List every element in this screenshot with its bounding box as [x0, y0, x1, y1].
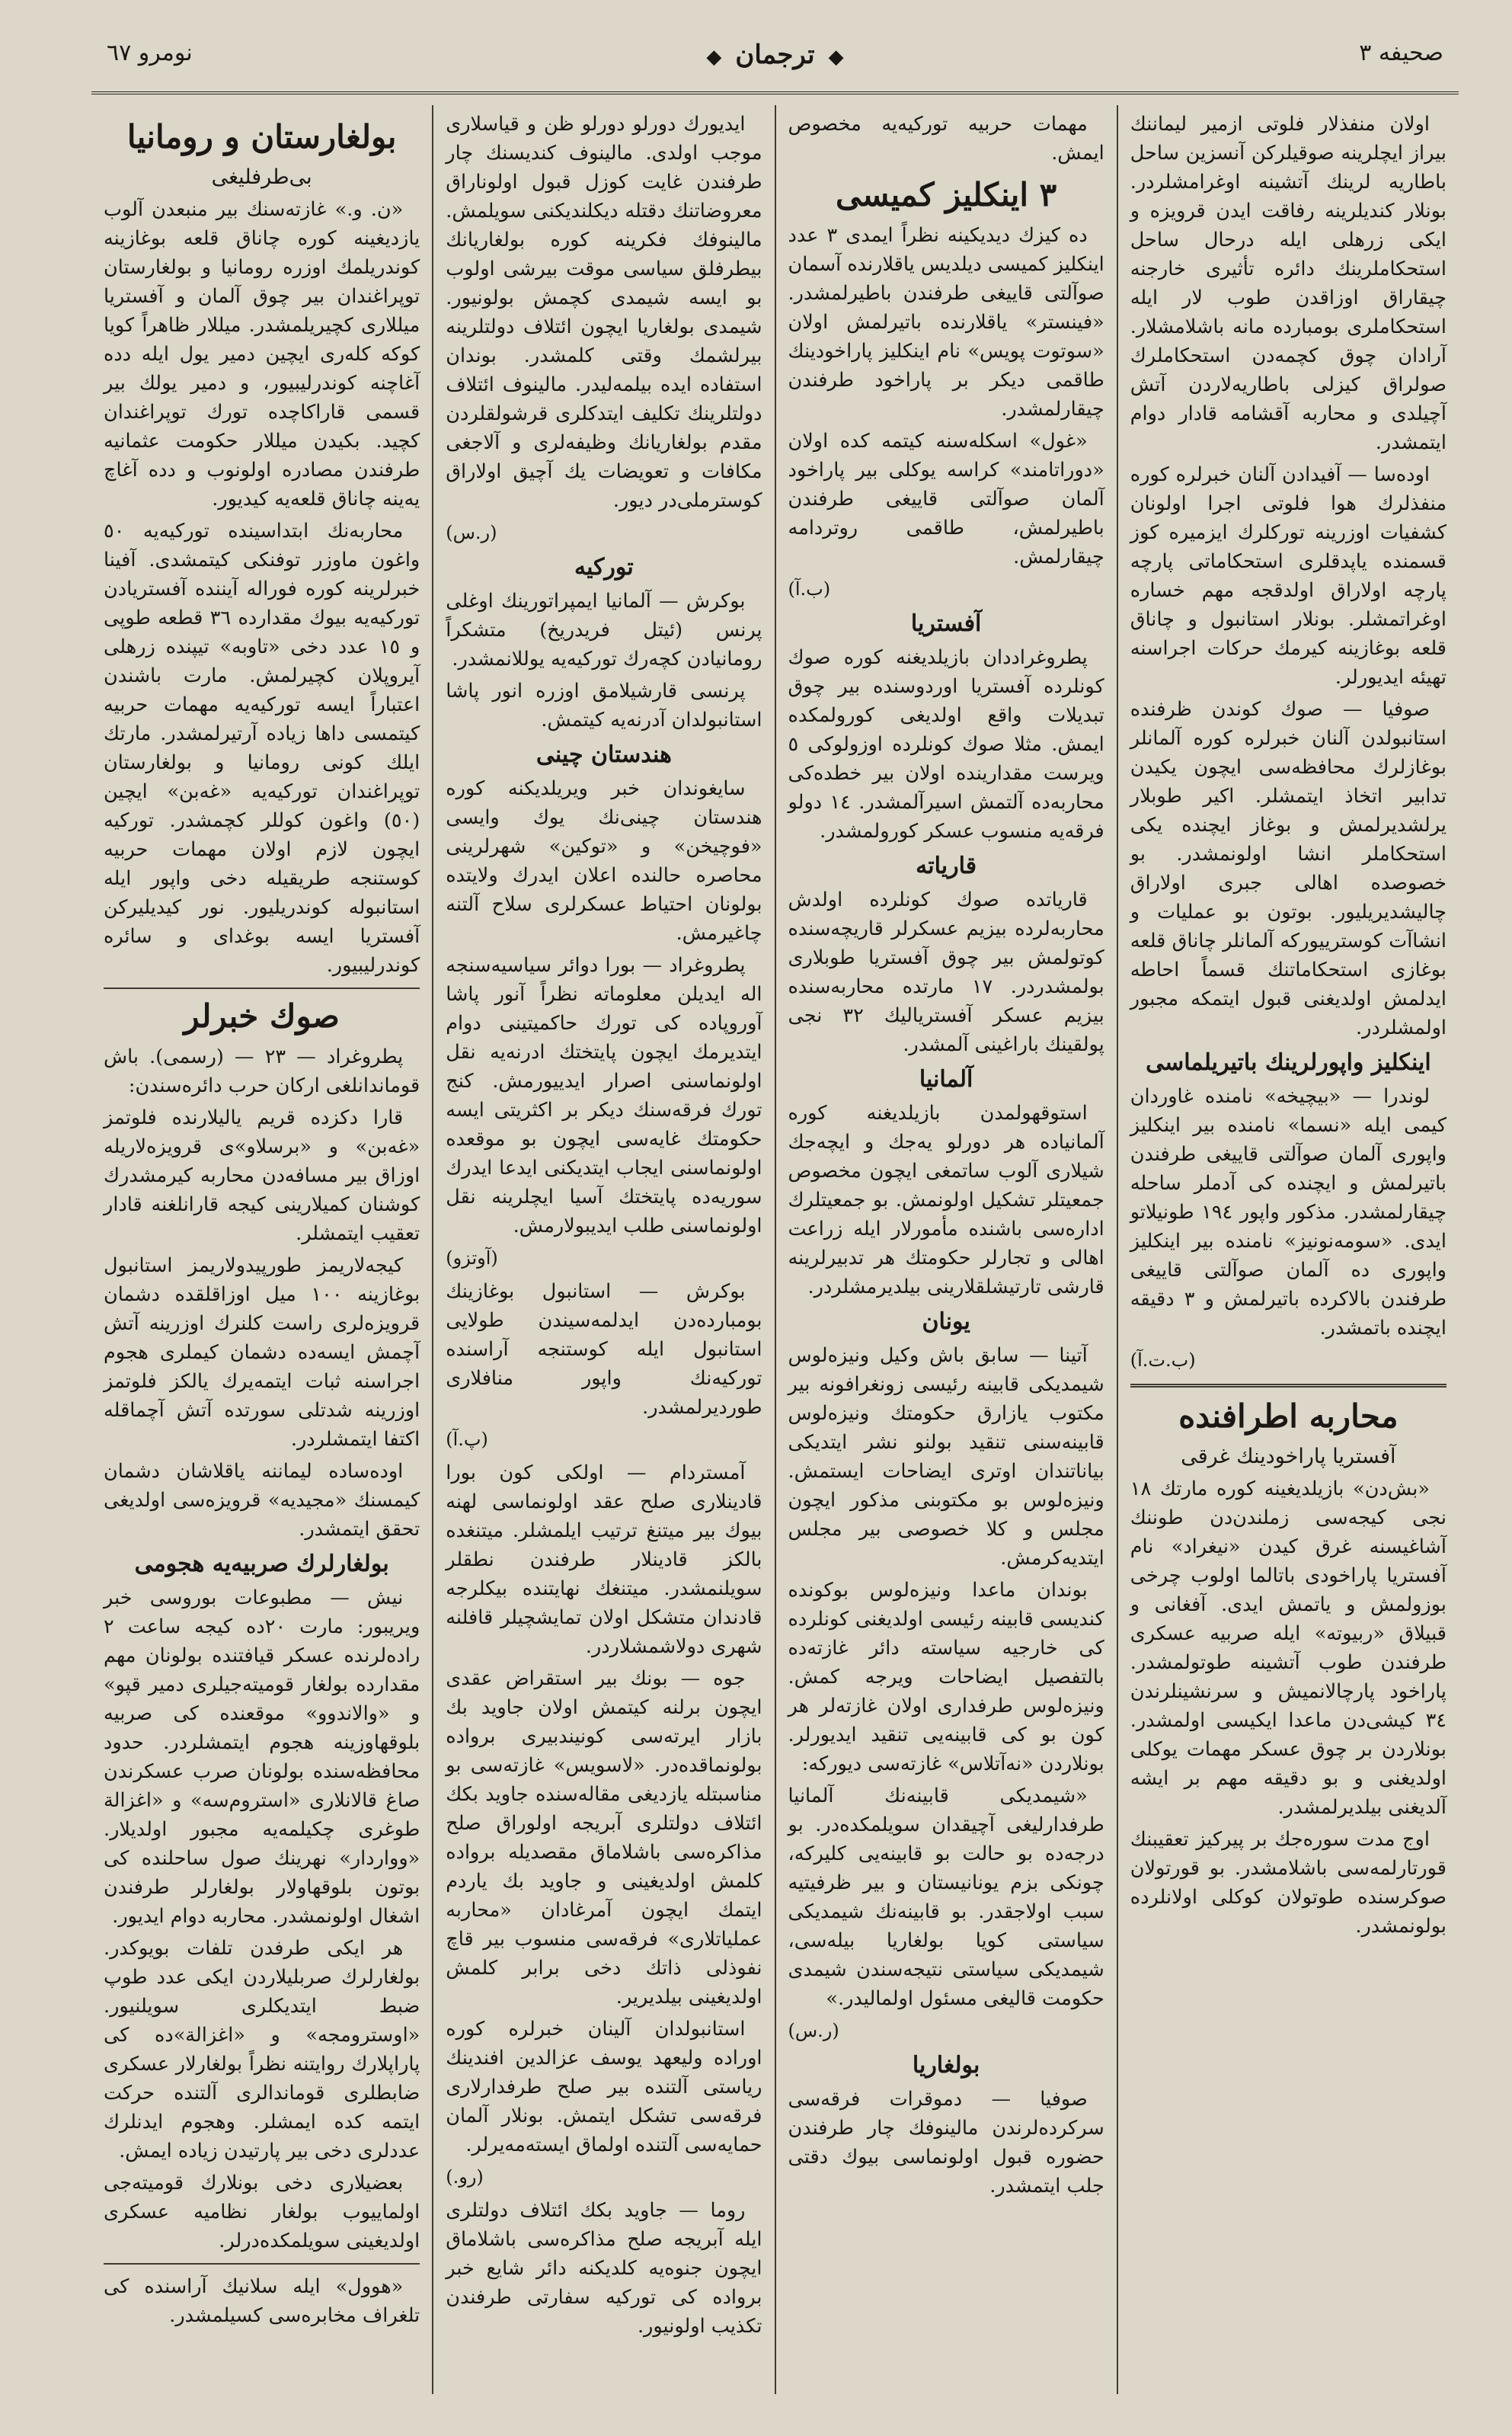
column-1: [1117, 105, 1459, 2394]
article-paragraph: نیش — مطبوعات بوروسی خبر ویریبور: مارت ٢٠ده کیجه ساعت ٢ راده‌لرنده عسکر قیافتنده بولونان مهم مقدارده بولغار قومیته‌جیلری دمیر قپو» و «والاندوو» موقعنده کی صربیه بلوقهاوزینه هجوم ایتمشلردر. حدود محافظه‌سنده بولونان صرب عسکرندن صاغ قالانلاری «استروم‌سه» و «اغزالة طوغری چکیلمه‌یه مجبور اولدیلار. «وواردار» نهرینك صول ساحلنده کی بوتون بلوقهاولار بولغارلر طرفندن اشغال اولونمشدر. محاربه دوام ایدیور.: [104, 1586, 420, 1928]
article-paragraph: پطروغراد — بورا دوائر سیاسیه‌سنجه اله ایدیلن معلوماته نظراً آنور پاشا آوروپاده کی تورك حاکمیتینی دوام ایتدیرمك ایچون پایتختك ادرنه‌یه نقل اولونماسنی اصرار ایدییورمش. کنج تورك فرقه‌سنك دیکر بر اکثریتی ایسه حکومتك غایه‌سی ایچون بو موقعده اولونماسنی ایجاب ایتدیکنی ایدعا ایدرك سوریه‌ده پایتختك آسیا ایچلرینه نقل اولونماسنی طلب ایدیبولارمش.: [446, 954, 762, 1237]
article-headline: محاربه اطرافنده: [1178, 1397, 1399, 1435]
page-number: صحیفه ٣: [1359, 40, 1443, 66]
article-paragraph: بوکرش — استانبول بوغازینك بومبارده‌دن ایدلمه‌سیندن طولایی استانبول ایله کوستنجه آراسنده تورکیه‌نك واپور منافلاری طوردیرلمشدر.: [446, 1280, 762, 1419]
article-paragraph: اوده‌ساده لیماننه یاقلاشان دشمان کیمسنك «مجیدیه» قرویزه‌سی اولدیغی تحقق ایتمشدر.: [104, 1460, 420, 1541]
article-paragraph: پطروغراد — ٢٣ — (رسمی). باش قوماندانلغی ارکان حرب دائره‌سندن:: [104, 1045, 420, 1097]
article-paragraph: ایدیورك دورلو دورلو ظن و قیاسلاری موجب اولدی. مالینوف کندیسنك چار طرفندن غایت کوزل قبول اولوناراق معروضاتنك دقتله دیکلندیکنی سویلمش. مالینوفك فکرینه کوره بولغاریانك بیطرفلق سیاسی موقت بیرشی اولوب بو ایسه شیمدی کچمش بولونیور. شیمدی بولغاریا ایچون ائتلاف دولتلرینه بیرلشمك وقتی کلمشدر. بوندان استفاده ایده بیلمه‌لیدر. مالینوف ائتلاف دولتلرینك تکلیف ایتدکلری قرشولقلردن مقدم بولغاریانك وظیفه‌لری و آلاجغی مکافات و تعویضات یك آچیق اولاراق کوسترملی‌در دیور.: [446, 113, 762, 512]
article-paragraph: هر ایکی طرفدن تلفات بویوکدر. بولغارلرك صربلیلاردن ایکی عدد طوپ ضبط ایتدیکلری سویلنیور. «اوسترومجه» و «اغزالة»ده کی پاراپلارك روایتنه نظراً بولغارلار عسکری ضابطلری قوماندالری آلتنده حرکت ایتمه کده ایمشلر. وهجوم ایدنلرك عددلری دخی بیر پارتیدن زیاده ایمش.: [104, 1937, 420, 2162]
article-headline: اینکلیز واپورلرینك باتیریلماسی: [1146, 1049, 1431, 1076]
article-headline: تورکیه: [574, 554, 634, 581]
source-signature: (ر.س): [446, 522, 497, 543]
article-paragraph: روما — جاوید بکك ائتلاف دولتلری ایله آبریجه صلح مذاکره‌سی باشلاماق ایچون جنوه‌یه کلدیکنه دائر شایع خبر برواده کی تورکیه سفارتی طرفندن تکذیب اولونیور.: [446, 2199, 762, 2338]
divider: [104, 988, 420, 989]
source-signature: (ر.س): [788, 2020, 839, 2041]
issue-number: نومرو ٦٧: [107, 40, 193, 66]
article-paragraph: محاربه‌نك ابتداسینده تورکیه‌یه ٥٠ واغون ماوزر توفنکی کیتمشدی. آفینا خبرلرینه کوره فوراله آیننده آفستریادن تورکیه‌یه بیوك مقدارده ٣٦ قطعه طوپی و ١٥ عدد دخی «تاوبه» تیپنده زرهلی آیروپلان کچیرلمش. مارت باشندن اعتباراً ایسه تورکیه‌یه مهمات حربیه کیتمسی داها زیاده آرتیرلمشدر. مارتك ایلك کونی رومانیا و بولغارستان توپراغندان تورکیه‌یه «غه‌بن» ایچین (٥٠) واغون کوللر کچمشدر. تورکیه ایچون لازم اولان مهمات حربیه کوستنجه طریقیله دخی واپور ایله استانبوله کوندریلیور. نور کیدیلیرکن آفستریا ایسه بوغدای و سائره کوندرلیبیور.: [104, 520, 420, 977]
column-4: [91, 105, 432, 2394]
column-2: [775, 105, 1117, 2394]
masthead: [91, 30, 1459, 94]
article-paragraph: سایغوندان خبر ویریلدیکنه کوره هندستان چینی‌نك یوك وایسی «فوچیخن» و «توکین» شهرلرینی محاصره حالنده اعلان ایدرك ولایتده بولونان احتیاط عسکرلری سلاح آلتنه چاغیرمش.: [446, 777, 762, 945]
source-signature: (پ.آ): [446, 1429, 488, 1450]
article-paragraph: اوج مدت سوره‌جك بر پیرکیز تعقیبنك قورتارلمه‌سی باشلامشدر. بو قورتولان صوكرسنده طوتولان کوكلی اولانلرده بولونمشدر.: [1130, 1828, 1446, 1938]
article-paragraph: «هوول» ایله سلانیك آراسنده کی تلغراف مخابره‌سی کسیلمشدر.: [104, 2275, 420, 2327]
article-subheadline: بی‌طرفلیغی: [211, 165, 312, 189]
article-paragraph: اولان منفذلار فلوتی ازمیر لیماننك بیراز ایچلرینه صوقیلرکن آنسزین ساحل باطاریه لرینك آتشینه اوغرامشلردر. بونلار کندیلرینه رفاقت ایدن قرویزه و ایکی زرهلی ایله درحال ساحل استحکاملرینك دائره تأثیری خارجنه چیقاراق اوزاقدن طوب لار ایله استحکاملری بومبارده مانه باشلامشلار. آرادان چوق کچمه‌دن استحکاملرك صولراق کیزلی باطاریه‌لاردن آتش آچیلدی و محاربه آقشامه قادار دوام ایتمشدر.: [1130, 113, 1446, 454]
article-headline: قاریاته: [916, 853, 977, 879]
article-paragraph: پرنسی قارشیلامق اوزره انور پاشا استانبولدان آدرنه‌یه کیتمش.: [446, 680, 762, 731]
article-headline: بولغاریا: [912, 2052, 980, 2079]
source-signature: (آوتزو): [446, 1247, 498, 1269]
article-paragraph: قارا دکزده قریم یالیلارنده فلوتمز «غه‌بن» و «برسلاو»ی قرویزه‌لاریله اوزاق بیر مسافه‌دن محاربه کیرمشدرك کوشنان کمیلارینی کیجه قارانلغنه قادار تعقیب ایتمشلر.: [104, 1106, 420, 1245]
article-paragraph: مهمات حربیه تورکیه‌یه مخصوص ایمش.: [788, 113, 1104, 165]
article-headline: بولغارلرك صربیه‌یه هجومی: [134, 1551, 389, 1577]
article-headline: هندستان چینی: [535, 741, 672, 768]
source-signature: (رو.): [446, 2166, 484, 2188]
divider: [104, 2263, 420, 2265]
article-paragraph: قاریاتده صوك کونلرده اولدش محاربه‌لرده بیزیم عسکرلر قاریچه‌سنده کوتولمش بیر چوق آفستریا طوبلاری بولمشدردر. ١٧ مارتده محاربه‌سنده بیزیم عسکر آفستریالیك ٣٢ نجی پولقینك باراغینی آلمشدر.: [788, 888, 1104, 1056]
article-paragraph: آتینا — سابق باش وکیل ونیزه‌لوس شیمدیکی قابینه رئیسی زونغرافونه بیر مکتوب یازارق حکومتك ونیزه‌لوس قابینه‌سنی تنقید بولنو نشر ایتدیکی بیاناتندان اوتری ایضاحات ایستمش. ونیزه‌لوس بو مکتوبنی مذکور ایچون مجلس و کلا خصوصی بیر مجلس ایتدیه‌کرمش.: [788, 1344, 1104, 1570]
newspaper-title: ◆ ترجمان ◆: [692, 40, 857, 70]
article-paragraph: «غول» اسکله‌سنه کیتمه کده اولان «دوراتامند» کراسه یوکلی بیر پاراخود آلمان صوآلتی قاییغی طرفندن باطیرلمش، طاقمی روتردامه چیقارلمش.: [788, 430, 1104, 568]
article-paragraph: بوکرش — آلمانیا ایمپراتورینك اوغلی پرنس (ئیتل فریدریخ) متشکراً رومانیادن کچه‌رك تورکیه‌یه یوللانمشدر.: [446, 590, 762, 671]
columns-container: [91, 105, 1459, 2394]
article-paragraph: بوندان ماعدا ونیزه‌لوس بوکونده کندیسی قابینه رئیسی اولدیغنی کونلرده کی خارجیه سیاسته دائر غازته‌ده بالتفصیل ایضاحات ویرجه کمش. ونیزه‌لوس طرفداری اولان غازته‌لر هر کون بو کی قابینه‌یی تنقید ایدیورلر. بونلاردن «نه‌آتلاس» غازته‌سی دیورکه:: [788, 1579, 1104, 1775]
article-headline: ٣ اینکلیز کمیسی: [836, 176, 1057, 213]
double-divider: [1130, 1384, 1446, 1388]
article-paragraph: «شیمدیکی قابینه‌نك آلمانیا طرفدارلیغی آچیقدان سویلمکده‌در. بو درجه‌ده بو حالت بو قابینه‌یی کلیرکه، چونکی بزم یونانیستان و بیر ظرفیتیه سبب اولاجقدر. بو قابینه‌نك شیمدیکی سیاستی کویا بولغاریا بیله‌سی، شیمدیکی سیاستی نتیجه‌سندن شیمدی حکومت قالیغی مسئول اولمالیدر.»: [788, 1785, 1104, 2010]
article-paragraph: ده کیزك دیدیکینه نظراً ایمدی ٣ عدد اینکلیز کمیسی دیلدیس یاقلارنده آسمان صوآلتی قاییغی طرفندن باطیرلمشدر. «فینستر» یاقلارنده باتیرلمش اولان «سوتوت پویس» نام اینکلیز پاراخودینك طاقمی دیکر بر پاراخود طرفندن چیقارلمشدر.: [788, 224, 1104, 421]
article-headline: آفستریا: [910, 610, 982, 637]
source-signature: (ب.آ): [788, 578, 831, 600]
article-subheadline: آفستریا پاراخودینك غرقی: [1181, 1445, 1396, 1468]
article-paragraph: صوفیا — دموقرات فرقه‌سی سرکرده‌لرندن مالینوفك چار طرفندن حضوره قبول اولونماسی بیوك دقتی جلب ایتمشدر.: [788, 2088, 1104, 2198]
article-paragraph: «بش‌دن» بازیلدیغینه کوره مارتك ١٨ نجی کیجه‌سی زملندن‌دن طوننك آشاغیسنه غرق کیدن «نیغراد» نام آفستریا پاراخودی باتالما اولوب چرخی بوزولمش و یاتمش ایدی. آفغانی و قبیلاق «ربیوته» ایله صربیه عسکری طرفندن طوب آتشینه طوتولمشدر. پاراخود پارچالانمیش و سرنشینلرندن ٣٤ کیشی‌دن ماعدا ایکیسی اولمشدر. بونلاردن بر چوق عسکر مهمات یوکلی اولدیغنی و بو دقیقه مهم بر ایشه آلدیغنی بیلدیرلمشدر.: [1130, 1477, 1446, 1819]
article-headline: صوك خبرلر: [184, 997, 340, 1035]
source-signature: (ب.ت.آ): [1130, 1349, 1196, 1371]
article-headline: بولغارستان و رومانیا: [126, 118, 397, 155]
article-paragraph: «ن. و.» غازته‌سنك بیر منبعدن آلوب یازدیغینه کوره چاناق قلعه بوغازینه کوندریلمك اوزره رومانیا و بولغارستان توپراغندان بیر چوق آلمان و آفستریا میللاری کچیریلمشدر. میللار ظاهراً کویا کوکه کله‌ری ایچین دمیر یول ایله دده آغاچنه کوندرلیبیور، و دمیر یولك بیر قسمی قاراکاچده تورك توپراغندان کچید. بکیدن میللار حکومت عثمانیه طرفندن مصادره اولونوب و دده آغاچ یه‌ینه چاناق قلعه‌یه کیدیور.: [104, 198, 420, 511]
column-3: [432, 105, 774, 2394]
article-headline: آلمانیا: [919, 1066, 973, 1093]
article-paragraph: لوندرا — «بیچیخه» نامنده غاوردان کیمی ایله «نسما» نامنده بیر اینکلیز واپوری آلمان صوآلتی قاییغی طرفندن باتیرلمش و ایچنده کی آدملر ساحله چیقارلمشدر. مذکور واپور ١٩٤ طونیلاتو ایدی. «سومه‌نونیز» نامنده بیر اینکلیز واپوری ده آلمان صوآلتی قاییغی طرفندن بالاکرده باتیرلمش و ٣ دقیقه ایچنده باتمشدر.: [1130, 1085, 1447, 1340]
article-paragraph: کیجه‌لاریمز طورپیدولاریمز استانبول بوغازینه ١٠٠ میل اوزاقلقده دشمان قرویزه‌لری راست کلنرك اوزرینه آتش آچمش ایسه‌ده دشمان کیملری هجوم اجراسنه ثبات ایتمه‌یرك یالکز فلوتمز اوزرینه شدتلی سورتده آتش آچماقله اکتفا ایتمشلردر.: [104, 1254, 420, 1451]
article-headline: یونان: [922, 1308, 970, 1335]
article-paragraph: صوفیا — صوك كوندن ظرفنده استانبولدن آلنان خبرلره کوره آلمانلر بوغازلرك محافظه‌سی ایچون یکیدن تدابیر اتخاذ ایتمشلر. اکیر طوبلار یرلشدیرلمش و بوغاز ایچنده یکی استحکاملر انشا اولونمشدر. بو خصوصده اهالی جبری اولاراق چالیشدیریلیور. بوتون بو عملیات و انشاآت کوسترییورکه آلمانلر چاناق قلعه بوغازی استحکاماتنك قسماً احاطه ایدلمش اولدیغنی قبول ایتمکه مجبور اولمشلردر.: [1130, 698, 1446, 1039]
article-paragraph: استانبولدان آلینان خبرلره کوره اوراده ولیعهد یوسف عزالدین افندینك ریاستی آلتنده بیر صلح طرفدارلاری فرقه‌سی تشکل ایتمش. بونلار آلمان حمایه‌سی آلتنده اولماق ایسته‌مه‌یرلر.: [446, 2018, 762, 2156]
article-paragraph: پطروغراددان بازیلدیغنه کوره صوك کونلرده آفستریا اوردوسنده بیر چوق تبدیلات واقع اولدیغی کورولمکده ایمش. مثلا صوك کونلرده اوزولوکی ٥ ویرست مقدارینده اولان بیر خطده‌کی محاربه‌ده آلتمش اسیرآلمشدر. ١٤ دولو فرقه‌یه منسوب عسکر کورولمشدر.: [788, 646, 1104, 843]
article-paragraph: آمستردام — اولکی کون بورا قادینلاری صلح عقد اولونماسی لهنه بیوك بیر میتنغ ترتیب ایلمشلر. میتنغده بالکز قادینلار طرفندن نطقلر سویلنمشدر. میتنغك نهایتنده بیکلرجه قادندان متشکل اولان تمایشچیلر قافلنه شهری دولاشمشلاردر.: [446, 1461, 762, 1658]
article-paragraph: استوقهولمدن بازیلدیغنه کوره آلمانیاده هر دورلو یه‌جك و ایچه‌جك شیلاری آلوب ساتمغی ایچون مخصوص جمعیتلر تشکیل اولونمش. بو جمعیتلرك اداره‌سی باشنده مأمورلار ایله زراعت اهالی و تجارلر حکومتك هر تدبیرلرینه قارشی تارتیشلقلارینی بیلدیرمشلردر.: [788, 1102, 1104, 1298]
article-paragraph: اوده‌سا — آفیدادن آلنان خبرلره کوره منفذلرك هوا فلوتی اجرا اولونان کشفیات اوزرینه تورکلرك ایزمیره کوز قسمنده یاپدقلری استحکاماتی پارچه پارچه اولاراق اولدقجه مهم خساره اوغراتمشلر. بونلار استانبول و چاناق قلعه بوغازینه کیرمك حرکات اجراسنه تهیئه ایدیورلر.: [1130, 463, 1446, 689]
article-paragraph: بعضیلاری دخی بونلارك قومیته‌جی اولماییوب بولغار نظامیه عسکری اولدیغینی سویلمکده‌درلر.: [104, 2172, 420, 2252]
article-paragraph: جوه — بونك بیر استقراض عقدی ایچون برلنه کیتمش اولان جاوید بك بازار ایرته‌سی کونیندبیری برواده بولونماقده‌در. «لاسویس» غازته‌سی بو مناسبتله یازدیغی مقاله‌سنده جاوید بکك ائتلاف دولتلری آبریجه اولوراق صلح مذاکره‌سی باشلاماق مقصدیله برواده کلمش اولدیغینی و جاوید بك یاردم ایتمك ایچون آمرغادان «محاربه عملیاتلاری» فرقه‌سی منسوب بیر قاچ نفوذلی ذاتك دخی برابر کلمش اولدیغینی بیلدیریر.: [446, 1667, 762, 2009]
